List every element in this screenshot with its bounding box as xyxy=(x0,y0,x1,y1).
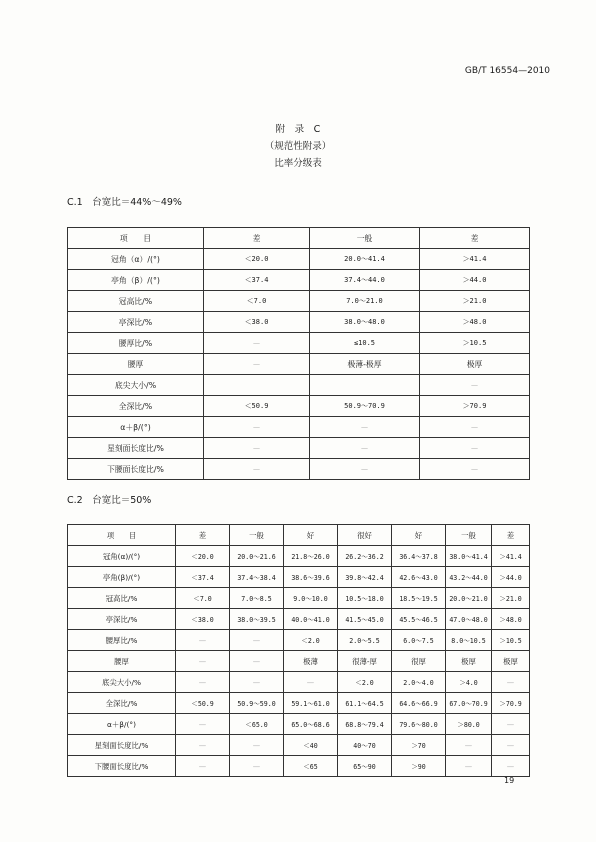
column-header: 差 xyxy=(204,228,310,249)
table-row xyxy=(68,249,530,270)
column-header: 好 xyxy=(392,525,446,546)
table-header-row xyxy=(68,525,530,546)
table-cell: — xyxy=(230,651,284,672)
table-cell: 18.5～19.5 xyxy=(392,588,446,609)
table-cell: 50.9～59.0 xyxy=(230,693,284,714)
table-cell: ＞70 xyxy=(392,735,446,756)
table-cell: 67.0～70.9 xyxy=(446,693,492,714)
column-header: 项 目 xyxy=(68,228,204,249)
table-cell: 79.6～80.0 xyxy=(392,714,446,735)
row-label: 亭角（β）/(°) xyxy=(68,270,204,291)
table-cell: — xyxy=(176,714,230,735)
table-cell: ＞48.0 xyxy=(420,312,530,333)
table-cell: 极厚 xyxy=(446,651,492,672)
table-cell: ＜38.0 xyxy=(176,609,230,630)
table-cell: 59.1～61.0 xyxy=(284,693,338,714)
table-cell: 极厚 xyxy=(420,354,530,375)
table-cell: 2.0～4.0 xyxy=(392,672,446,693)
table-row xyxy=(68,735,530,756)
row-label: 亭深比/% xyxy=(68,312,204,333)
table-cell: ＜38.0 xyxy=(204,312,310,333)
column-header: 项 目 xyxy=(68,525,176,546)
table-cell: — xyxy=(492,756,530,777)
table-cell: ≤10.5 xyxy=(310,333,420,354)
row-label: 亭深比/% xyxy=(68,609,176,630)
table-cell: 极厚 xyxy=(492,651,530,672)
table-row xyxy=(68,588,530,609)
table-cell: ＞44.0 xyxy=(492,567,530,588)
column-header: 一般 xyxy=(230,525,284,546)
table-cell: 8.0～10.5 xyxy=(446,630,492,651)
table-cell: — xyxy=(446,735,492,756)
table-cell: 38.0～39.5 xyxy=(230,609,284,630)
table-cell: ＜7.0 xyxy=(204,291,310,312)
table-row xyxy=(68,270,530,291)
table-cell: 20.0～41.4 xyxy=(310,249,420,270)
table-cell: ＜65.0 xyxy=(230,714,284,735)
column-header: 一般 xyxy=(310,228,420,249)
table-cell: 68.8～79.4 xyxy=(338,714,392,735)
table-cell: — xyxy=(230,735,284,756)
table-cell: 38.6～39.6 xyxy=(284,567,338,588)
table-cell: — xyxy=(420,459,530,480)
table-row xyxy=(68,567,530,588)
table-cell: 43.2～44.0 xyxy=(446,567,492,588)
table-cell: ＜37.4 xyxy=(176,567,230,588)
row-label: 底尖大小/% xyxy=(68,375,204,396)
row-label: 腰厚 xyxy=(68,354,204,375)
table-cell: — xyxy=(310,417,420,438)
table-cell: 7.0～21.0 xyxy=(310,291,420,312)
table-cell: ＞10.5 xyxy=(492,630,530,651)
table-cell: — xyxy=(204,417,310,438)
table-row xyxy=(68,291,530,312)
table-cell: ＞70.9 xyxy=(492,693,530,714)
table-cell: — xyxy=(230,630,284,651)
row-label: 底尖大小/% xyxy=(68,672,176,693)
row-label: 下腰面长度比/% xyxy=(68,756,176,777)
table-cell: 38.0～41.4 xyxy=(446,546,492,567)
row-label: α＋β/(°) xyxy=(68,417,204,438)
table-cell: — xyxy=(284,672,338,693)
annex-name: 比率分级表 xyxy=(274,158,322,169)
table-row xyxy=(68,459,530,480)
table-cell: 40～70 xyxy=(338,735,392,756)
table-cell: 47.0～48.0 xyxy=(446,609,492,630)
table-cell: 很薄-厚 xyxy=(338,651,392,672)
row-label: 下腰面长度比/% xyxy=(68,459,204,480)
row-label: 全深比/% xyxy=(68,396,204,417)
section-c1-heading: C.1 台宽比＝44%～49% xyxy=(67,197,182,208)
table-cell: — xyxy=(420,375,530,396)
table-cell: 65～90 xyxy=(338,756,392,777)
table-cell: — xyxy=(492,714,530,735)
table-row xyxy=(68,417,530,438)
table-cell: 50.9～70.9 xyxy=(310,396,420,417)
table-cell: — xyxy=(204,459,310,480)
column-header: 很好 xyxy=(338,525,392,546)
table-row xyxy=(68,609,530,630)
table-cell: ＞41.4 xyxy=(420,249,530,270)
table-cell: 26.2～36.2 xyxy=(338,546,392,567)
table-cell: 37.4～38.4 xyxy=(230,567,284,588)
column-header: 一般 xyxy=(446,525,492,546)
table-cell: 极薄 xyxy=(284,651,338,672)
row-label: 冠角(α)/(°) xyxy=(68,546,176,567)
table-cell: ＞44.0 xyxy=(420,270,530,291)
table-cell: 40.0～41.0 xyxy=(284,609,338,630)
row-label: α＋β/(°) xyxy=(68,714,176,735)
table-cell: — xyxy=(446,756,492,777)
table-cell: ＜7.0 xyxy=(176,588,230,609)
table-cell: — xyxy=(420,438,530,459)
table-cell: — xyxy=(492,735,530,756)
table-row xyxy=(68,333,530,354)
row-label: 冠角（α）/(°) xyxy=(68,249,204,270)
table-cell: 61.1～64.5 xyxy=(338,693,392,714)
section-c2-heading: C.2 台宽比＝50% xyxy=(67,495,152,506)
column-header: 差 xyxy=(176,525,230,546)
table-cell: — xyxy=(176,651,230,672)
table-cell: ＜65 xyxy=(284,756,338,777)
table-cell: 45.5～46.5 xyxy=(392,609,446,630)
table-cell: ＜50.9 xyxy=(176,693,230,714)
row-label: 腰厚比/% xyxy=(68,630,176,651)
table-cell: 6.0～7.5 xyxy=(392,630,446,651)
table-cell: 20.0～21.6 xyxy=(230,546,284,567)
table-cell: — xyxy=(492,672,530,693)
table-cell: ＞41.4 xyxy=(492,546,530,567)
table-row xyxy=(68,375,530,396)
table-cell: — xyxy=(204,333,310,354)
table-cell: — xyxy=(204,354,310,375)
table-row xyxy=(68,312,530,333)
table-cell: ＞80.0 xyxy=(446,714,492,735)
table-cell: ＞70.9 xyxy=(420,396,530,417)
table-cell: — xyxy=(204,438,310,459)
table-cell: — xyxy=(230,672,284,693)
table-cell: ＞21.0 xyxy=(492,588,530,609)
table-row xyxy=(68,396,530,417)
table-cell: — xyxy=(176,756,230,777)
row-label: 亭角(β)/(°) xyxy=(68,567,176,588)
table-cell: 很厚 xyxy=(392,651,446,672)
table-cell: 20.0～21.0 xyxy=(446,588,492,609)
standard-code: GB/T 16554—2010 xyxy=(464,66,550,76)
table-row xyxy=(68,354,530,375)
table-cell: ＞4.0 xyxy=(446,672,492,693)
table-cell xyxy=(310,375,420,396)
table-cell: ＞48.0 xyxy=(492,609,530,630)
table-cell: — xyxy=(310,438,420,459)
row-label: 星刻面长度比/% xyxy=(68,438,204,459)
table-cell: 21.8～26.0 xyxy=(284,546,338,567)
table-cell: — xyxy=(310,459,420,480)
table-cell: — xyxy=(230,756,284,777)
table-cell: ＜37.4 xyxy=(204,270,310,291)
row-label: 腰厚 xyxy=(68,651,176,672)
table-cell: 10.5～18.0 xyxy=(338,588,392,609)
table-row xyxy=(68,714,530,735)
table-row xyxy=(68,756,530,777)
column-header: 差 xyxy=(492,525,530,546)
annex-subtitle: （规范性附录） xyxy=(264,141,332,152)
table-cell: 极薄-极厚 xyxy=(310,354,420,375)
table-cell: 7.0～8.5 xyxy=(230,588,284,609)
table-row xyxy=(68,693,530,714)
table-row xyxy=(68,546,530,567)
table-cell: — xyxy=(176,672,230,693)
page-number: 19 xyxy=(504,776,515,785)
table-cell: 2.0～5.5 xyxy=(338,630,392,651)
table-cell: 39.8～42.4 xyxy=(338,567,392,588)
table-cell: 38.0～48.0 xyxy=(310,312,420,333)
column-header: 好 xyxy=(284,525,338,546)
table-cell: — xyxy=(176,735,230,756)
table-cell: ＜50.9 xyxy=(204,396,310,417)
table-cell: 37.4～44.0 xyxy=(310,270,420,291)
table-row xyxy=(68,630,530,651)
table-cell: ＜40 xyxy=(284,735,338,756)
table-row xyxy=(68,672,530,693)
row-label: 星刻面长度比/% xyxy=(68,735,176,756)
table-cell: ＞90 xyxy=(392,756,446,777)
table-row xyxy=(68,438,530,459)
table-cell: ＜2.0 xyxy=(338,672,392,693)
row-label: 腰厚比/% xyxy=(68,333,204,354)
table-cell: ＜20.0 xyxy=(176,546,230,567)
column-header: 差 xyxy=(420,228,530,249)
table-cell: ＜2.0 xyxy=(284,630,338,651)
table-cell: — xyxy=(176,630,230,651)
row-label: 全深比/% xyxy=(68,693,176,714)
row-label: 冠高比/% xyxy=(68,588,176,609)
table-cell: ＜20.0 xyxy=(204,249,310,270)
table-cell: — xyxy=(420,417,530,438)
table-header-row xyxy=(68,228,530,249)
table-row xyxy=(68,651,530,672)
row-label: 冠高比/% xyxy=(68,291,204,312)
table-c1 xyxy=(67,227,530,480)
table-cell: 9.0～10.0 xyxy=(284,588,338,609)
table-cell xyxy=(204,375,310,396)
table-cell: 65.0～68.6 xyxy=(284,714,338,735)
table-cell: 36.4～37.8 xyxy=(392,546,446,567)
table-cell: 41.5～45.0 xyxy=(338,609,392,630)
table-cell: ＞10.5 xyxy=(420,333,530,354)
table-cell: ＞21.0 xyxy=(420,291,530,312)
annex-title: 附 录 C xyxy=(275,124,321,135)
table-cell: 64.6～66.9 xyxy=(392,693,446,714)
table-cell: 42.6～43.0 xyxy=(392,567,446,588)
table-c2 xyxy=(67,524,530,777)
